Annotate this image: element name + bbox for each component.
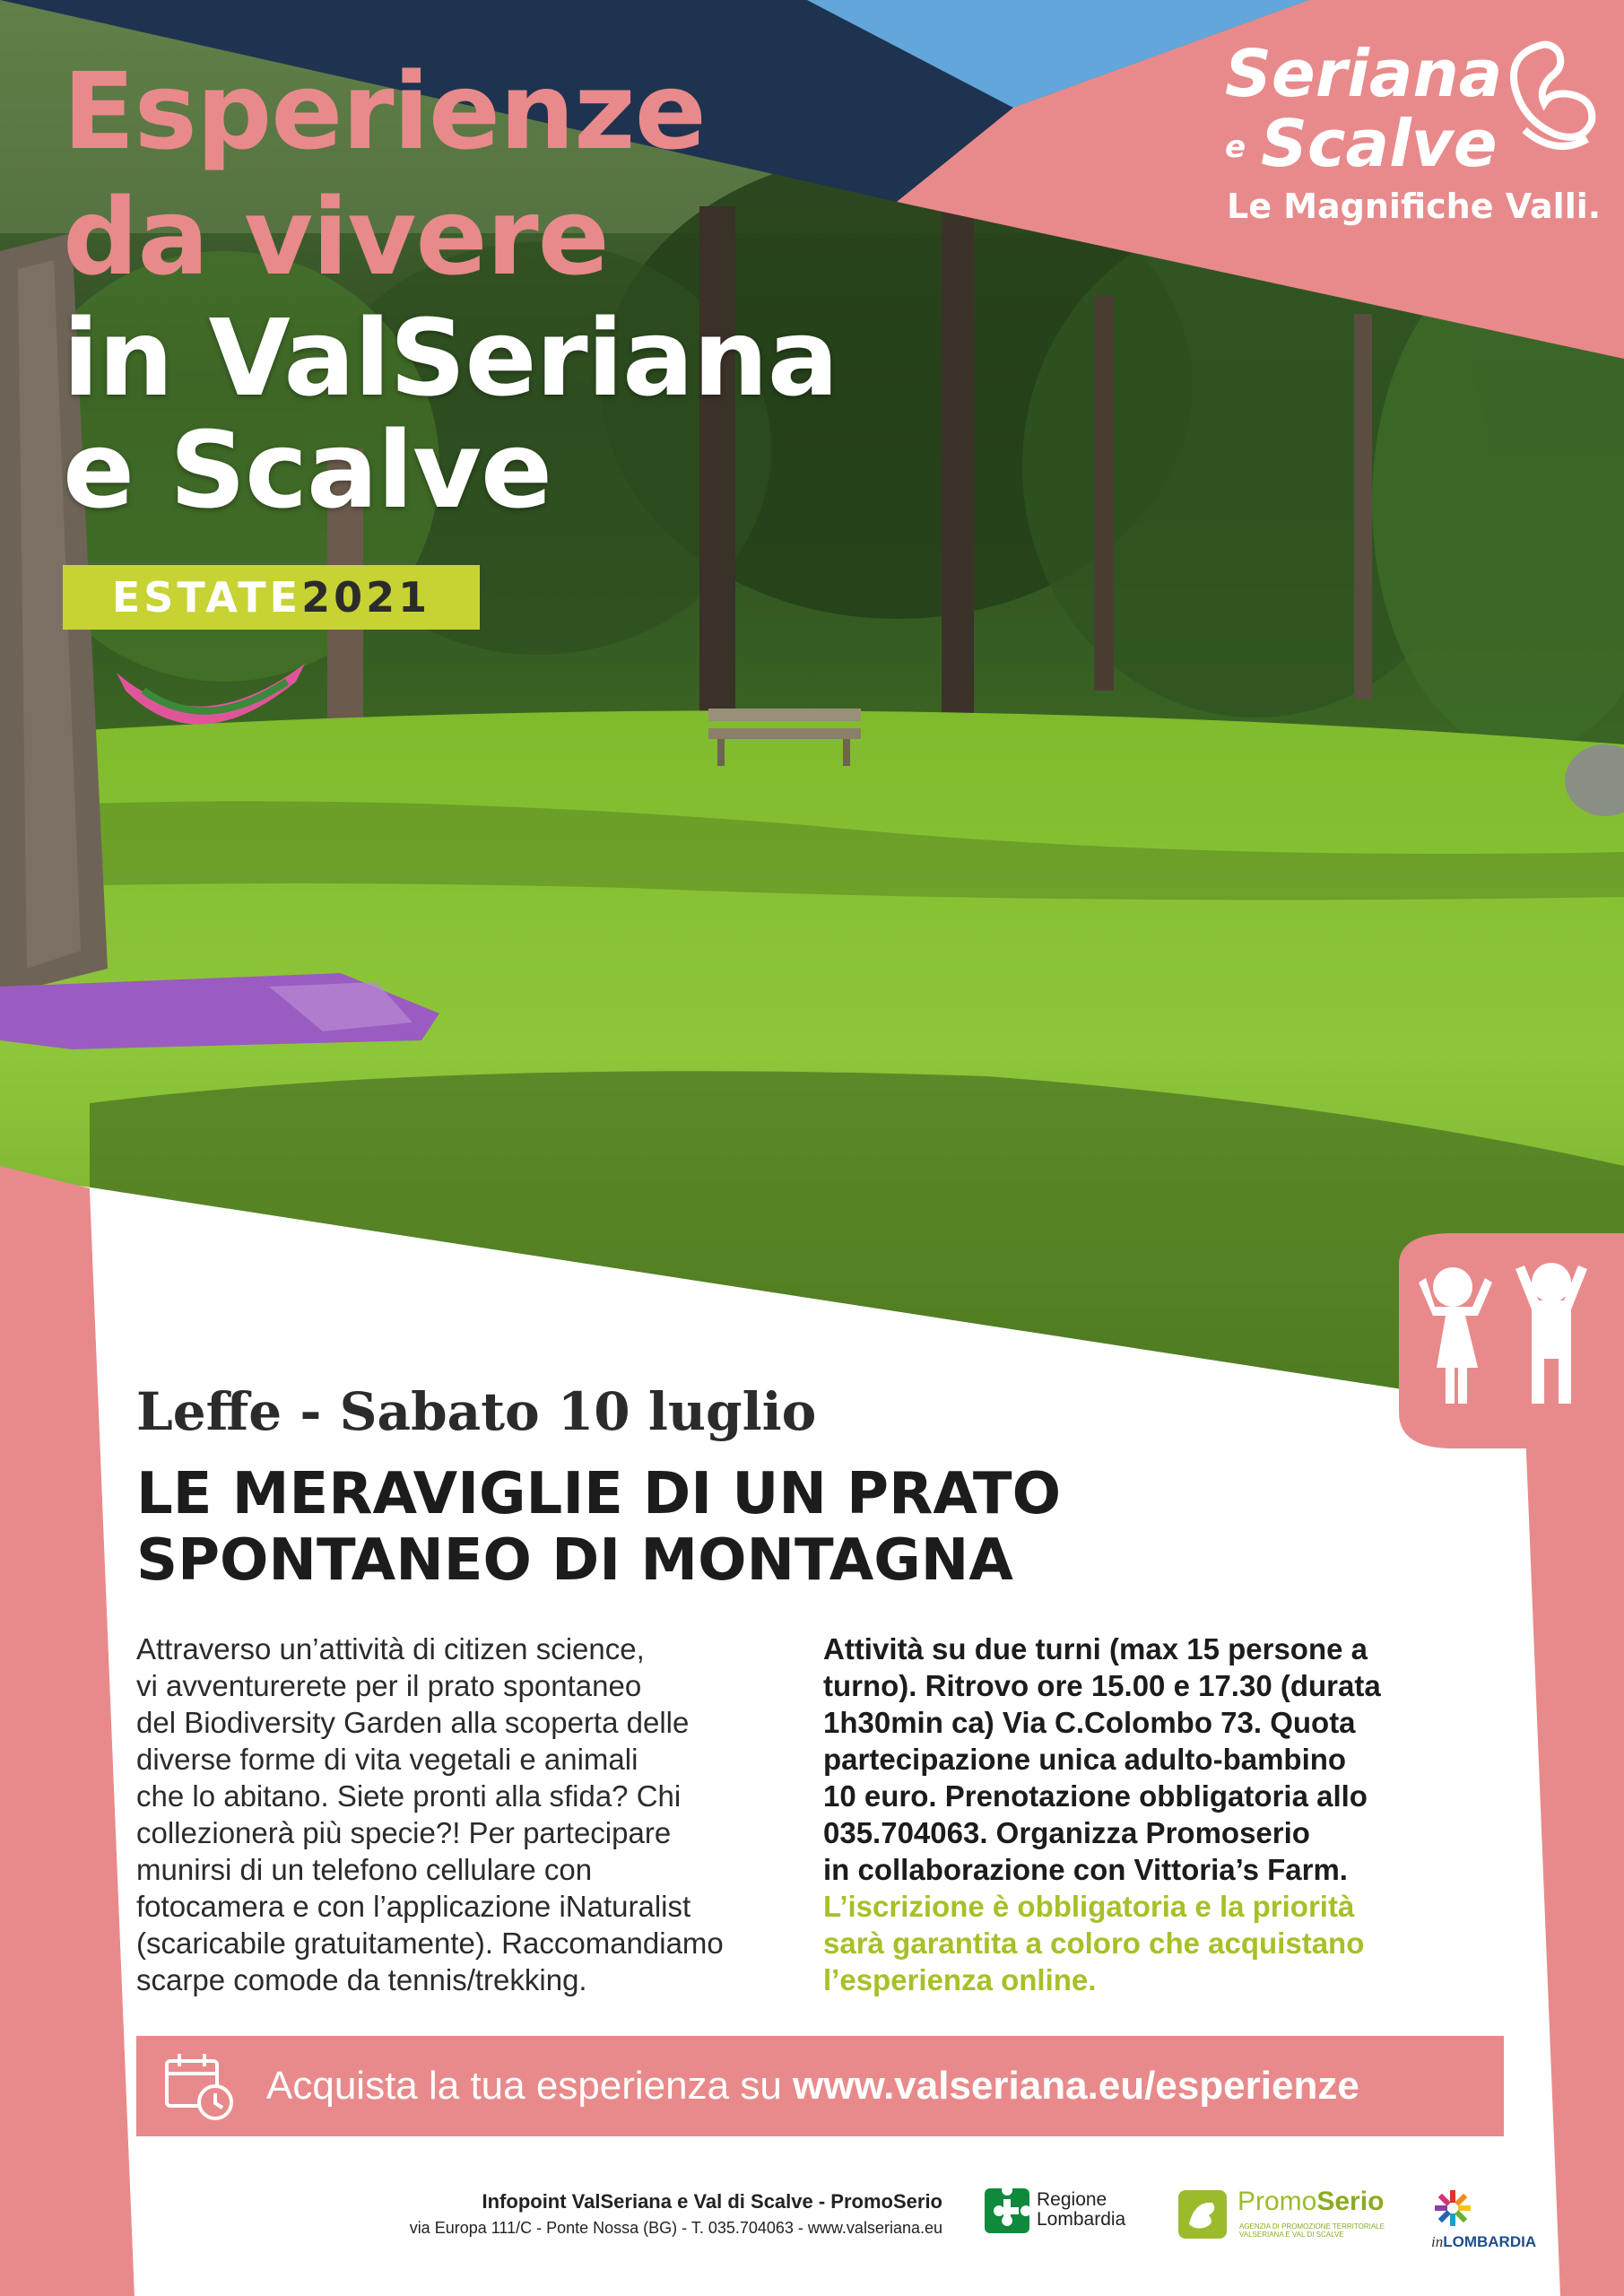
desc-left-line: vi avventurerete per il prato spontaneo: [136, 1669, 642, 1702]
footer-address: via Europa 111/C - Ponte Nossa (BG) - T. 035.704063 - www.valseriana.eu: [409, 2219, 942, 2237]
event-title-line-1: LE MERAVIGLIE DI UN PRATO: [136, 1461, 1061, 1527]
promoserio-logo: [1177, 2187, 1385, 2245]
desc-right-line: in collaborazione con Vittoria’s Farm.: [823, 1853, 1348, 1886]
description-left: [136, 1631, 800, 1998]
desc-left-line: munirsi di un telefono cellulare con: [136, 1853, 593, 1886]
promoserio-icon: [1177, 2188, 1229, 2240]
promoserio-sub-2: VALSERIANA E VAL DI SCALVE: [1239, 2231, 1344, 2239]
headline-line-1: Esperienze: [63, 49, 706, 173]
logo-line-2-small: e: [1225, 129, 1246, 165]
desc-right-highlight-line: L’iscrizione è obbligatoria e la priorità: [823, 1890, 1355, 1923]
family-kids-icon: [1399, 1233, 1624, 1448]
promoserio-sub-1: AGENZIA DI PROMOZIONE TERRITORIALE: [1239, 2222, 1385, 2231]
desc-right-line: Attività su due turni (max 15 persone a: [823, 1632, 1368, 1665]
desc-left-line: collezionerà più specie?! Per partecipare: [136, 1816, 672, 1849]
season-word: ESTATE: [111, 573, 302, 622]
desc-right-line: 035.704063. Organizza Promoserio: [823, 1816, 1310, 1849]
seriana-scalve-logo: [1220, 36, 1602, 242]
description-right: [823, 1631, 1469, 1998]
desc-left-line: Attraverso un’attività di citizen science,: [136, 1632, 645, 1665]
desc-right-highlight-line: l’esperienza online.: [823, 1963, 1097, 1996]
cta-text: [266, 2036, 1359, 2136]
headline-line-3: in ValSeriana: [63, 296, 838, 420]
desc-left-line: del Biodiversity Garden alla scoperta delle: [136, 1706, 690, 1739]
desc-left-line: diverse forme di vita vegetali e animali: [136, 1743, 638, 1776]
headline-line-4: e Scalve: [63, 408, 552, 532]
fox-icon: [1489, 36, 1596, 170]
inlombardia-in: in: [1431, 2233, 1444, 2250]
desc-right-line: turno). Ritrovo ore 15.00 e 17.30 (durata: [823, 1669, 1381, 1702]
footer-infopoint-name: Infopoint ValSeriana e Val di Scalve - PromoSerio: [482, 2190, 942, 2213]
promoserio-a: Promo: [1238, 2187, 1317, 2216]
logo-tagline: Le Magnifiche Valli.: [1227, 187, 1602, 226]
calendar-clock-icon: [163, 2052, 235, 2122]
footer-infopoint: [410, 2190, 942, 2238]
desc-right-line: partecipazione unica adulto-bambino: [823, 1743, 1347, 1776]
desc-right-line: 1h30min ca) Via C.Colombo 73. Quota: [823, 1706, 1356, 1739]
desc-left-line: scarpe comode da tennis/trekking.: [136, 1963, 587, 1996]
headline-line-2: da vivere: [63, 175, 609, 299]
inlombardia-name: LOMBARDIA: [1443, 2233, 1537, 2250]
purchase-cta-banner[interactable]: [136, 2036, 1504, 2136]
desc-left-line: (scaricabile gratuitamente). Raccomandiamo: [136, 1926, 724, 1960]
desc-left-line: che lo abitano. Siete pronti alla sfida? Chi: [136, 1779, 682, 1813]
event-title-line-2: SPONTANEO DI MONTAGNA: [136, 1526, 1013, 1594]
season-badge: [63, 565, 480, 630]
event-title: [136, 1462, 1257, 1594]
event-date: Leffe - Sabato 10 luglio: [136, 1381, 817, 1442]
regione-line-1: Regione: [1037, 2189, 1107, 2210]
season-year: 2021: [301, 573, 431, 622]
desc-right-line: 10 euro. Prenotazione obbligatoria allo: [823, 1779, 1368, 1813]
desc-left-line: fotocamera e con l’applicazione iNaturalist: [136, 1890, 691, 1923]
desc-right-highlight-line: sarà garantita a coloro che acquistano: [823, 1926, 1365, 1960]
promoserio-b: Serio: [1316, 2187, 1385, 2216]
cta-label: Acquista la tua esperienza su: [266, 2064, 782, 2108]
cta-url-link[interactable]: www.valseriana.eu/esperienze: [793, 2064, 1359, 2108]
logo-line-2: Scalve: [1261, 106, 1498, 181]
logo-line-1: Seriana: [1225, 36, 1503, 111]
inlombardia-logo: [1426, 2188, 1537, 2250]
regione-lombardia-icon: [985, 2188, 1029, 2233]
regione-lombardia-logo: [985, 2188, 1126, 2238]
inlombardia-star-icon: [1426, 2188, 1480, 2230]
regione-line-2: Lombardia: [1037, 2209, 1126, 2230]
